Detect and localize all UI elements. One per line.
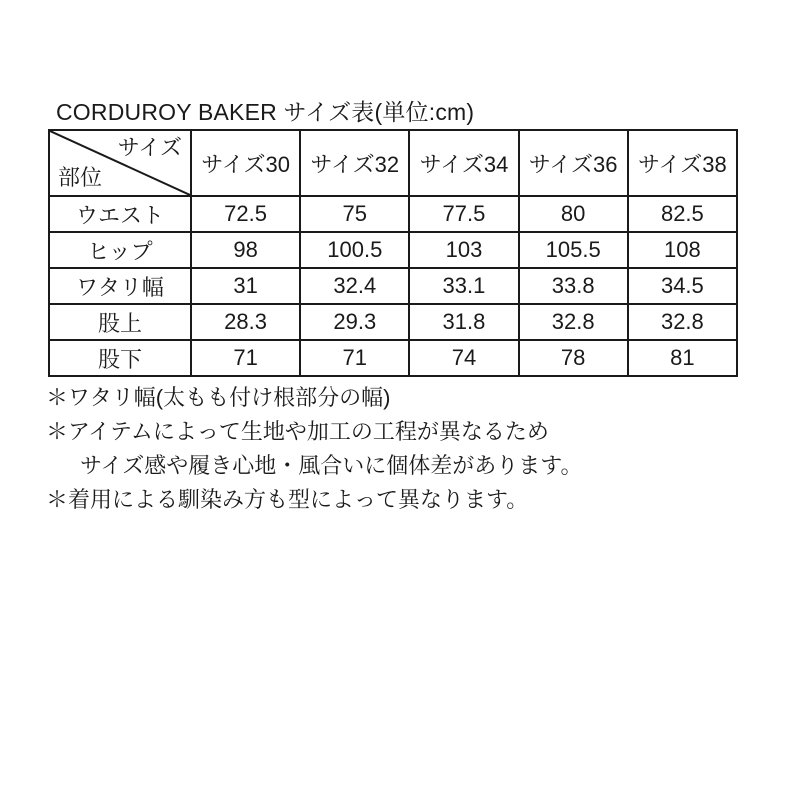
table-row-waist	[49, 196, 737, 232]
page-title: CORDUROY BAKER サイズ表(単位:cm)	[56, 99, 475, 125]
table-row-inseam	[49, 340, 737, 376]
footnote-line: ＊アイテムによって生地や加工の工程が異なるため	[46, 419, 549, 444]
cell-value: 82.5	[628, 196, 737, 232]
cell-value: 78	[519, 340, 628, 376]
cell-value: 100.5	[300, 232, 409, 268]
cell-value: 32.8	[628, 304, 737, 340]
row-label: 股下	[49, 340, 191, 376]
cell-value: 103	[409, 232, 518, 268]
row-label: 股上	[49, 304, 191, 340]
cell-value: 74	[409, 340, 518, 376]
cell-value: 28.3	[191, 304, 300, 340]
footnotes	[46, 381, 582, 517]
header-row	[49, 130, 737, 196]
corner-label-part: 部位	[58, 165, 103, 190]
row-label: ヒップ	[49, 232, 191, 268]
column-header-size32: サイズ32	[300, 130, 409, 196]
cell-value: 75	[300, 196, 409, 232]
size-table	[48, 129, 738, 377]
table-row-thigh-width	[49, 268, 737, 304]
corner-label-size: サイズ	[117, 135, 182, 160]
cell-value: 71	[191, 340, 300, 376]
footnote-line: ＊ワタリ幅(太もも付け根部分の幅)	[46, 385, 391, 410]
cell-value: 77.5	[409, 196, 518, 232]
cell-value: 98	[191, 232, 300, 268]
cell-value: 80	[519, 196, 628, 232]
column-header-size38: サイズ38	[628, 130, 737, 196]
cell-value: 31.8	[409, 304, 518, 340]
cell-value: 81	[628, 340, 737, 376]
cell-value: 72.5	[191, 196, 300, 232]
table-row-hip	[49, 232, 737, 268]
cell-value: 32.4	[300, 268, 409, 304]
row-label: ワタリ幅	[49, 268, 191, 304]
table-row-rise	[49, 304, 737, 340]
column-header-size36: サイズ36	[519, 130, 628, 196]
cell-value: 105.5	[519, 232, 628, 268]
corner-cell	[49, 130, 191, 196]
cell-value: 29.3	[300, 304, 409, 340]
cell-value: 33.8	[519, 268, 628, 304]
column-header-size30: サイズ30	[191, 130, 300, 196]
footnote-line: ＊着用による馴染み方も型によって異なります。	[46, 487, 529, 512]
column-header-size34: サイズ34	[409, 130, 518, 196]
cell-value: 71	[300, 340, 409, 376]
cell-value: 34.5	[628, 268, 737, 304]
cell-value: 108	[628, 232, 737, 268]
cell-value: 32.8	[519, 304, 628, 340]
cell-value: 31	[191, 268, 300, 304]
footnote-line: サイズ感や履き心地・風合いに個体差があります。	[80, 453, 583, 478]
cell-value: 33.1	[409, 268, 518, 304]
row-label: ウエスト	[49, 196, 191, 232]
